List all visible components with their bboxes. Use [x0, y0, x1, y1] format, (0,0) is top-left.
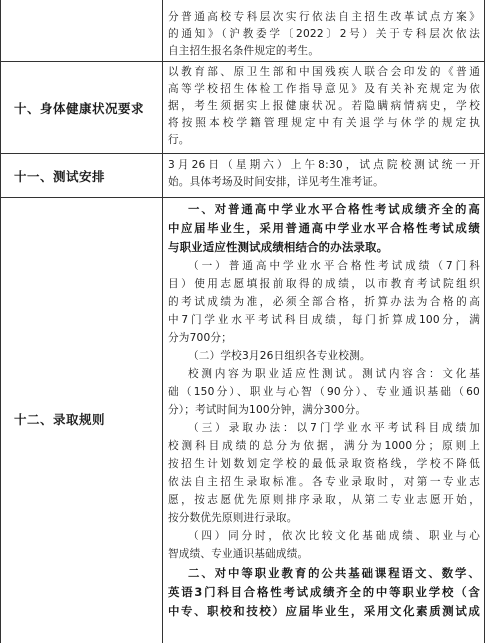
- cell-text-line: 二、对中等职业教育的公共基础课程语文、数学、: [188, 566, 480, 580]
- cell-text-line: 中应届毕业生，采用普通高中学业水平合格性考试成绩: [168, 221, 480, 235]
- cell-text-line: 自主招生报名条件规定的考生。: [168, 45, 320, 57]
- cell-text-line: 校测内容为职业适应性测试。测试内容含：文化基: [188, 368, 480, 380]
- cell-text-line: 将按照本校学籍管理规定中有关退学与休学的规定执: [168, 117, 480, 129]
- cell-text-line: 依法自主招生录取标准。各专业录取时，对第一专业志: [168, 476, 480, 488]
- row-label-test-schedule: 十一、测试安排: [14, 168, 106, 184]
- cell-text-line: 英语3门科目合格性考试成绩齐全的中等职业学校（含: [168, 585, 480, 599]
- cell-text-line: 的考试成绩为准，必须全部合格，折算办法为合格的高: [168, 296, 480, 308]
- cell-text-line: 据，考生须据实上报健康状况。若隐瞒病情病史，学校: [168, 100, 480, 112]
- cell-text-line: （三）录取办法：以7门学业水平考试科目成绩加: [188, 422, 480, 434]
- cell-text-line: （二）学校3月26日组织各专业校测。: [188, 350, 371, 362]
- cell-text-line: 3月26日（星期六）上午8:30，试点院校测试统一开: [168, 159, 480, 171]
- cell-text-line: 中7门学业水平考试科目成绩，每门折算成100分，满: [168, 314, 480, 326]
- cell-text-line: 按分数优先原则进行录取。: [168, 512, 298, 524]
- row-label-health: 十、身体健康状况要求: [14, 100, 145, 116]
- cell-text-line: 分普通高校专科层次实行依法自主招生改革试点方案》: [168, 11, 480, 23]
- cell-text-line: 与职业适应性测试成绩相结合的办法录取。: [168, 240, 389, 254]
- cell-text-line: 愿，按志愿优先原则排序录取，从第二专业志愿开始，: [168, 494, 480, 506]
- cell-text-line: 以教育部、原卫生部和中国残疾人联合会印发的《普通: [168, 66, 480, 78]
- cell-text-line: 目）使用志愿填报前取得的成绩，以市教育考试院组织: [168, 278, 480, 290]
- cell-text-line: 校测科目成绩的总分为依据，满分为1000分；原则上: [168, 440, 480, 452]
- cell-text-line: 中专、职校和技校）应届毕业生，采用文化素质测试成: [168, 604, 480, 618]
- cell-text-line: （四）同分时，依次比较文化基础成绩、职业与心: [188, 530, 480, 542]
- cell-text-line: 智成绩、专业通识基础成绩。: [168, 548, 309, 560]
- cell-text-line: 的通知》（沪教委学〔2022〕2号）关于专科层次依法: [168, 28, 480, 40]
- table-column-divider: [162, 0, 163, 643]
- cell-text-line: （一）普通高中学业水平合格性考试成绩（7门科: [188, 260, 480, 272]
- cell-text-line: 始。具体考场及时间安排，详见考生准考证。: [168, 176, 384, 188]
- cell-text-line: 高等学校招生体检工作指导意见》及有关补充规定为依: [168, 83, 480, 95]
- cell-text-line: 分为700分；: [168, 332, 232, 344]
- cell-text-line: 础（150分）、职业与心智（90分）、专业通识基础（60: [168, 386, 480, 398]
- cell-text-line: 一、对普通高中学业水平合格性考试成绩齐全的高: [188, 202, 480, 216]
- cell-text-line: 分）；考试时间为100分钟，满分300分。: [168, 404, 367, 416]
- cell-text-line: 按招生计划数划定学校的最低录取资格线，学校不降低: [168, 458, 480, 470]
- row-label-admission-rules: 十二、录取规则: [14, 412, 106, 427]
- cell-text-line: 行。: [168, 134, 190, 146]
